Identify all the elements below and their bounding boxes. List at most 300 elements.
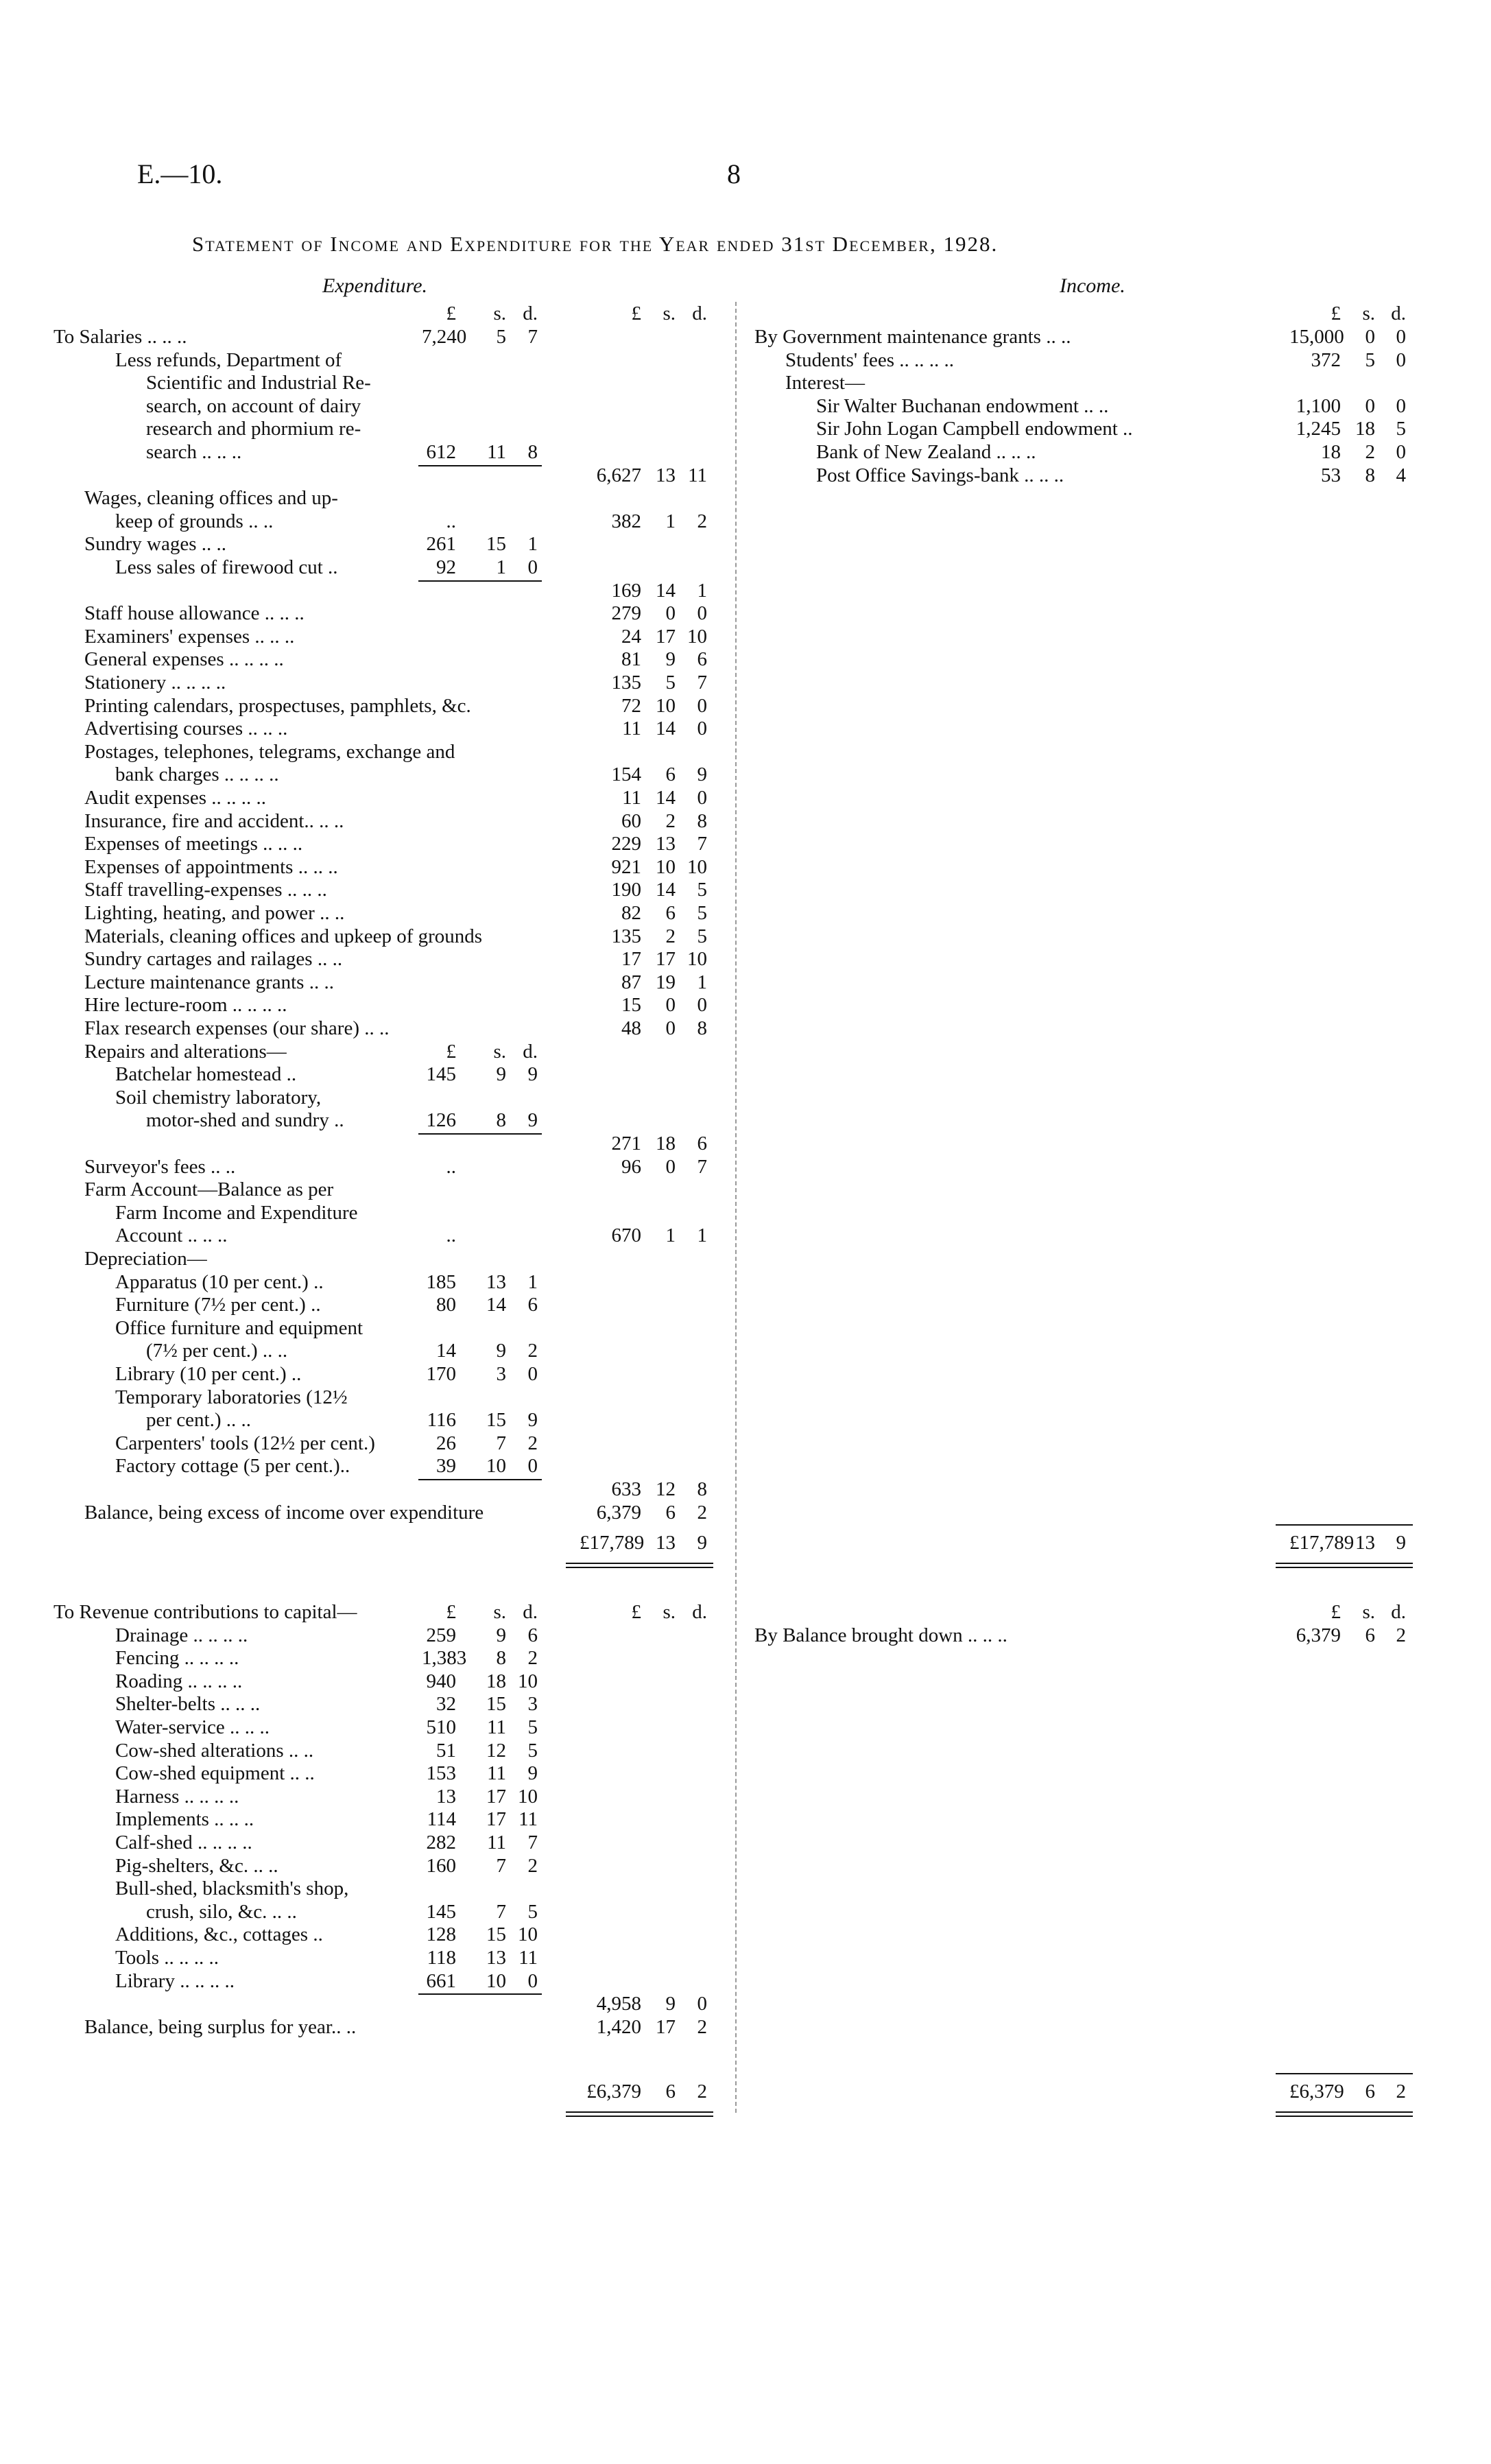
amount-shillings: 5 xyxy=(665,672,676,694)
expenditure-row xyxy=(0,1478,1491,1501)
row-label: Bank of New Zealand .. .. .. xyxy=(816,441,1036,463)
amount-shillings: 10 xyxy=(486,1969,506,1992)
expenditure-row xyxy=(0,1454,1491,1478)
expenditure-row xyxy=(0,763,1491,786)
amount-pounds: 87 xyxy=(621,971,641,993)
amount-pounds: 661 xyxy=(426,1969,456,1992)
total-pence: 2 xyxy=(697,2081,707,2102)
amount-pence: 8 xyxy=(697,809,707,832)
amount-pence: 1 xyxy=(697,579,707,602)
expenditure-row xyxy=(0,1316,1491,1340)
amount-pence: 9 xyxy=(527,1109,538,1132)
amount-pence: 8 xyxy=(527,441,538,463)
row-label: To Salaries .. .. .. xyxy=(53,326,187,348)
total-pounds: £6,379 xyxy=(586,2081,641,2102)
expenditure-row xyxy=(0,740,1491,763)
income-row xyxy=(0,371,1491,394)
amount-pounds: 160 xyxy=(426,1854,456,1877)
row-label: Sundry cartages and railages .. .. xyxy=(84,948,343,971)
amount-pounds: 670 xyxy=(611,1224,641,1247)
capital-row xyxy=(0,1785,1491,1808)
amount-pence: d. xyxy=(523,1601,538,1623)
row-label: By Government maintenance grants .. .. xyxy=(754,326,1071,348)
row-label: Furniture (7½ per cent.) .. xyxy=(115,1294,321,1316)
amount-shillings: 6 xyxy=(1365,1624,1375,1646)
amount-pence: 2 xyxy=(527,1854,538,1877)
row-label: Staff travelling-expenses .. .. .. xyxy=(84,879,327,901)
amount-pounds: 145 xyxy=(426,1063,456,1086)
row-label: Batchelar homestead .. xyxy=(115,1063,297,1086)
amount-pence: 0 xyxy=(1396,441,1406,463)
amount-shillings: 14 xyxy=(656,879,676,901)
amount-pounds: 1,420 xyxy=(596,2015,641,2038)
row-label: Sir Walter Buchanan endowment .. .. xyxy=(816,394,1109,417)
amount-pounds: .. xyxy=(446,1224,456,1247)
amount-pence: 8 xyxy=(697,1017,707,1039)
amount-pence: 10 xyxy=(687,625,707,648)
row-label: Carpenters' tools (12½ per cent.) xyxy=(115,1432,375,1454)
amount-shillings: 17 xyxy=(656,2015,676,2038)
amount-pence: 5 xyxy=(527,1900,538,1923)
amount-pounds: 72 xyxy=(621,694,641,717)
expenditure-row xyxy=(0,1201,1491,1224)
amount-pounds: 11 xyxy=(622,787,641,809)
amount-pence: 0 xyxy=(697,787,707,809)
amount-shillings: 13 xyxy=(486,1947,506,1969)
pence-head: d. xyxy=(1391,1601,1406,1623)
amount-pence: 1 xyxy=(697,971,707,993)
amount-pounds: 185 xyxy=(426,1270,456,1293)
amount-pence: 8 xyxy=(697,1478,707,1500)
amount-pence: 0 xyxy=(697,1993,707,2015)
expenditure-row xyxy=(0,1132,1491,1155)
amount-pence: 5 xyxy=(1396,418,1406,440)
row-label: Less sales of firewood cut .. xyxy=(115,556,338,578)
amount-pounds: 382 xyxy=(611,510,641,532)
expenditure-row xyxy=(0,532,1491,556)
amount-shillings: 5 xyxy=(1365,348,1375,371)
statement-title: Statement of Income and Expenditure for the Year ended 31st December, 1928. xyxy=(192,232,999,256)
row-label: Printing calendars, prospectuses, pamphlets, &c. xyxy=(84,694,471,717)
amount-pounds: 118 xyxy=(427,1947,456,1969)
amount-pounds: 18 xyxy=(1321,441,1341,463)
total-shillings: 13 xyxy=(1355,1532,1375,1554)
amount-pounds: 32 xyxy=(436,1693,456,1716)
capital-income-total-top-rule xyxy=(1276,2073,1413,2074)
amount-shillings: 0 xyxy=(665,994,676,1017)
amount-pounds: 6,379 xyxy=(596,1501,641,1524)
row-label: Library (10 per cent.) .. xyxy=(115,1363,302,1385)
row-label: Roading .. .. .. .. xyxy=(115,1670,243,1692)
amount-pounds: 190 xyxy=(611,879,641,901)
amount-pence: 10 xyxy=(687,855,707,878)
amount-pence: 0 xyxy=(697,602,707,625)
row-label: Balance, being surplus for year.. .. xyxy=(84,2015,357,2038)
amount-shillings: 18 xyxy=(486,1670,506,1692)
expenditure-row xyxy=(0,602,1491,625)
amount-shillings: 13 xyxy=(656,464,676,486)
total-pounds: £6,379 xyxy=(1289,2081,1344,2102)
expenditure-row xyxy=(0,925,1491,948)
amount-shillings: 2 xyxy=(665,925,676,947)
amount-shillings: 2 xyxy=(1365,441,1375,463)
row-label: Cow-shed equipment .. .. xyxy=(115,1762,315,1785)
capital-row xyxy=(0,1716,1491,1739)
expenditure-row xyxy=(0,1432,1491,1455)
amount-pence: 9 xyxy=(527,1762,538,1785)
amount-pounds: .. xyxy=(446,1155,456,1178)
shillings-head: s. xyxy=(1362,1601,1375,1623)
amount-shillings: 14 xyxy=(656,579,676,602)
amount-shillings: s. xyxy=(493,1040,506,1063)
row-label: Additions, &c., cottages .. xyxy=(115,1923,323,1946)
capital-row xyxy=(0,2015,1491,2039)
row-label: Harness .. .. .. .. xyxy=(115,1785,239,1808)
expenditure-row xyxy=(0,947,1491,971)
amount-shillings: 9 xyxy=(496,1624,506,1646)
amount-pounds: 229 xyxy=(611,833,641,855)
amount-shillings: 1 xyxy=(496,556,506,578)
capital-income-row xyxy=(0,1624,1491,1647)
amount-pence: 11 xyxy=(518,1808,538,1831)
expenditure-row xyxy=(0,694,1491,718)
amount-shillings: 0 xyxy=(1365,394,1375,417)
amount-pounds: 282 xyxy=(426,1832,456,1853)
expenditure-row xyxy=(0,1086,1491,1109)
capital-row xyxy=(0,1762,1491,1785)
capital-row xyxy=(0,1831,1491,1854)
amount-pence: 0 xyxy=(527,1363,538,1385)
amount-shillings: 6 xyxy=(665,902,676,924)
row-label: Wages, cleaning offices and up- xyxy=(84,487,338,510)
amount-pence: 0 xyxy=(1396,348,1406,371)
capital-income-total-rule xyxy=(1276,2111,1413,2117)
amount-pence: 5 xyxy=(527,1739,538,1762)
capital-row xyxy=(0,1992,1491,2015)
amount-pounds: 24 xyxy=(621,625,641,648)
amount-pence: 7 xyxy=(697,1155,707,1178)
amount-shillings: 18 xyxy=(1355,418,1375,440)
amount-shillings: 7 xyxy=(496,1432,506,1454)
amount-shillings: 8 xyxy=(496,1647,506,1670)
amount-shillings: 1 xyxy=(665,510,676,532)
row-label: Lighting, heating, and power .. .. xyxy=(84,902,345,924)
amount-shillings: 11 xyxy=(487,1832,506,1853)
amount-pence: 6 xyxy=(527,1624,538,1646)
amount-pence: 7 xyxy=(527,1832,538,1853)
amount-pounds: 39 xyxy=(436,1455,456,1478)
amount-shillings: 11 xyxy=(487,441,506,463)
row-label: Less refunds, Department of xyxy=(115,348,342,371)
amount-shillings: 15 xyxy=(486,1923,506,1946)
amount-pounds: 82 xyxy=(621,902,641,924)
amount-pence: 5 xyxy=(697,925,707,947)
amount-pence: 2 xyxy=(527,1432,538,1454)
amount-shillings: 17 xyxy=(486,1808,506,1831)
amount-shillings: 9 xyxy=(496,1063,506,1086)
expenditure-row xyxy=(0,1362,1491,1386)
total-pounds: £17,789 xyxy=(1289,1532,1355,1554)
expenditure-row xyxy=(0,579,1491,602)
expenditure-row xyxy=(0,648,1491,671)
amount-pence: 0 xyxy=(527,1969,538,1992)
expenditure-row xyxy=(0,878,1491,901)
amount-pounds: 15 xyxy=(621,994,641,1017)
amount-pence: d. xyxy=(523,1040,538,1063)
row-label: search .. .. .. xyxy=(146,441,242,463)
row-label: Cow-shed alterations .. .. xyxy=(115,1739,314,1762)
amount-pence: 10 xyxy=(687,948,707,971)
expenditure-row xyxy=(0,832,1491,855)
amount-pounds: 114 xyxy=(427,1808,456,1831)
amount-pence: 10 xyxy=(518,1670,538,1692)
amount-pence: 2 xyxy=(697,510,707,532)
amount-pence: 9 xyxy=(527,1409,538,1432)
currency-header-row xyxy=(0,302,1491,325)
pounds-head: £ xyxy=(1331,303,1341,324)
amount-shillings: 2 xyxy=(665,809,676,832)
row-label: Balance, being excess of income over expenditure xyxy=(84,1501,484,1524)
amount-shillings: 9 xyxy=(665,648,676,671)
amount-shillings: 17 xyxy=(486,1785,506,1808)
amount-pence: 1 xyxy=(527,533,538,556)
row-label: keep of grounds .. .. xyxy=(115,510,274,532)
expenditure-row xyxy=(0,1270,1491,1294)
row-label: Repairs and alterations— xyxy=(84,1040,287,1063)
amount-pence: 0 xyxy=(697,718,707,740)
amount-shillings: s. xyxy=(663,1601,676,1623)
amount-pounds: £ xyxy=(446,1040,456,1063)
amount-pence: 7 xyxy=(697,833,707,855)
amount-pence: 11 xyxy=(518,1947,538,1969)
amount-pence: 2 xyxy=(697,1501,707,1524)
expenditure-row xyxy=(0,625,1491,648)
amount-pounds: 940 xyxy=(426,1670,456,1692)
shillings-head: s. xyxy=(1362,303,1375,324)
row-label: Soil chemistry laboratory, xyxy=(115,1086,322,1109)
amount-pounds: 60 xyxy=(621,809,641,832)
amount-pounds: 612 xyxy=(426,441,456,463)
expenditure-row xyxy=(0,1155,1491,1178)
amount-pounds: 14 xyxy=(436,1340,456,1362)
total-shillings: 6 xyxy=(1365,2081,1375,2102)
row-label: Account .. .. .. xyxy=(115,1224,228,1247)
row-label: Students' fees .. .. .. .. xyxy=(785,348,955,371)
amount-shillings: 8 xyxy=(496,1109,506,1132)
expenditure-row xyxy=(0,671,1491,694)
expenditure-row xyxy=(0,1063,1491,1086)
row-label: Scientific and Industrial Re- xyxy=(146,372,371,394)
expenditure-row xyxy=(0,809,1491,833)
amount-shillings: 15 xyxy=(486,1693,506,1716)
amount-shillings: 1 xyxy=(665,1224,676,1247)
amount-shillings: 19 xyxy=(656,971,676,993)
pence-head: d. xyxy=(1391,303,1406,324)
capital-row xyxy=(0,1969,1491,1993)
amount-shillings: 9 xyxy=(496,1340,506,1362)
capital-row xyxy=(0,1739,1491,1762)
expenditure-row xyxy=(0,1501,1491,1524)
amount-shillings: 3 xyxy=(496,1363,506,1385)
amount-pounds: 261 xyxy=(426,533,456,556)
shillings-head: s. xyxy=(663,303,676,324)
amount-pounds: 510 xyxy=(426,1716,456,1738)
amount-shillings: 15 xyxy=(486,533,506,556)
amount-pounds: 259 xyxy=(426,1624,456,1646)
expenditure-total-rule xyxy=(566,1563,713,1568)
amount-shillings: 12 xyxy=(656,1478,676,1500)
row-label: Stationery .. .. .. .. xyxy=(84,672,226,694)
row-label: Office furniture and equipment xyxy=(115,1316,363,1339)
amount-shillings: 14 xyxy=(656,718,676,740)
expenditure-row xyxy=(0,556,1491,579)
pounds-head: £ xyxy=(1331,1601,1341,1623)
amount-pounds: 633 xyxy=(611,1478,641,1500)
amount-shillings: 17 xyxy=(656,625,676,648)
amount-pence: 5 xyxy=(527,1716,538,1738)
amount-shillings: 0 xyxy=(665,602,676,625)
row-label: Flax research expenses (our share) .. .. xyxy=(84,1017,390,1039)
amount-pence: 2 xyxy=(527,1647,538,1670)
amount-pence: 2 xyxy=(1396,1624,1406,1646)
total-shillings: 6 xyxy=(665,2081,676,2102)
amount-shillings: 5 xyxy=(496,326,506,348)
amount-pounds: 11 xyxy=(622,718,641,740)
expenditure-row xyxy=(0,971,1491,994)
amount-pounds: 7,240 xyxy=(422,326,467,348)
row-label: Farm Income and Expenditure xyxy=(115,1201,358,1224)
capital-row xyxy=(0,1946,1491,1969)
expenditure-row xyxy=(0,1109,1491,1132)
pounds-head: £ xyxy=(631,303,641,324)
amount-pence: 9 xyxy=(527,1063,538,1086)
income-row xyxy=(0,325,1491,348)
income-total-rule xyxy=(1276,1563,1413,1568)
amount-pounds: 1,383 xyxy=(422,1647,467,1670)
amount-pounds: £ xyxy=(446,1601,456,1623)
expenditure-row xyxy=(0,717,1491,740)
income-row xyxy=(0,440,1491,464)
amount-pounds: 6,379 xyxy=(1296,1624,1341,1646)
row-label: Drainage .. .. .. .. xyxy=(115,1624,248,1646)
row-label: (7½ per cent.) .. .. xyxy=(146,1340,288,1362)
row-label: Temporary laboratories (12½ xyxy=(115,1386,348,1408)
document-reference: E.—10. xyxy=(137,158,223,189)
row-label: General expenses .. .. .. .. xyxy=(84,648,284,671)
expenditure-heading: Expenditure. xyxy=(322,274,428,297)
amount-pounds: 169 xyxy=(611,579,641,602)
row-label: Audit expenses .. .. .. .. xyxy=(84,787,266,809)
amount-shillings: 7 xyxy=(496,1854,506,1877)
pence-head: d. xyxy=(692,303,707,324)
amount-shillings: 10 xyxy=(486,1455,506,1478)
row-label: Calf-shed .. .. .. .. xyxy=(115,1832,252,1853)
amount-shillings: 14 xyxy=(656,787,676,809)
amount-shillings: 11 xyxy=(487,1762,506,1785)
row-label: Bull-shed, blacksmith's shop, xyxy=(115,1877,349,1900)
amount-pounds: £ xyxy=(631,1601,641,1623)
amount-pence: 3 xyxy=(527,1693,538,1716)
amount-shillings: 9 xyxy=(665,1993,676,2015)
amount-pounds: 145 xyxy=(426,1900,456,1923)
amount-shillings: 14 xyxy=(486,1294,506,1316)
row-label: Tools .. .. .. .. xyxy=(115,1947,219,1969)
capital-row xyxy=(0,1808,1491,1831)
row-label: Materials, cleaning offices and upkeep of grounds xyxy=(84,925,483,947)
capital-income-currency-heads xyxy=(0,1600,1491,1624)
amount-shillings: 18 xyxy=(656,1133,676,1154)
row-label: Factory cottage (5 per cent.).. xyxy=(115,1455,350,1478)
amount-pounds: 279 xyxy=(611,602,641,625)
amount-shillings: 0 xyxy=(1365,326,1375,348)
row-label: Depreciation— xyxy=(84,1248,207,1270)
amount-pounds: 116 xyxy=(427,1409,456,1432)
row-label: Implements .. .. .. xyxy=(115,1808,254,1831)
row-label: Post Office Savings-bank .. .. .. xyxy=(816,464,1064,486)
income-row xyxy=(0,394,1491,418)
amount-pounds: 6,627 xyxy=(596,464,641,486)
shillings-head: s. xyxy=(493,303,506,324)
amount-pounds: 135 xyxy=(611,925,641,947)
row-label: Sundry wages .. .. xyxy=(84,533,227,556)
amount-shillings: 10 xyxy=(656,855,676,878)
row-label: Apparatus (10 per cent.) .. xyxy=(115,1270,324,1293)
amount-pounds: 51 xyxy=(436,1739,456,1762)
row-label: Postages, telephones, telegrams, exchange and xyxy=(84,740,455,763)
amount-pence: 7 xyxy=(697,672,707,694)
row-label: Water-service .. .. .. xyxy=(115,1716,270,1738)
amount-shillings: 11 xyxy=(487,1716,506,1738)
row-label: Fencing .. .. .. .. xyxy=(115,1647,239,1670)
row-label: bank charges .. .. .. .. xyxy=(115,763,279,786)
amount-pence: 1 xyxy=(697,1224,707,1247)
amount-pounds: 13 xyxy=(436,1785,456,1808)
amount-pence: 6 xyxy=(527,1294,538,1316)
expenditure-row xyxy=(0,1178,1491,1201)
amount-pounds: 92 xyxy=(436,556,456,578)
row-label: Pig-shelters, &c. .. .. xyxy=(115,1854,278,1877)
capital-row xyxy=(0,1923,1491,1946)
amount-pounds: 53 xyxy=(1321,464,1341,486)
amount-pounds: 135 xyxy=(611,672,641,694)
row-label: Expenses of appointments .. .. .. xyxy=(84,855,338,878)
amount-shillings: 6 xyxy=(665,1501,676,1524)
amount-shillings: 7 xyxy=(496,1900,506,1923)
expenditure-row xyxy=(0,786,1491,809)
amount-pence: 9 xyxy=(697,763,707,786)
amount-shillings: 10 xyxy=(656,694,676,717)
amount-pounds: 154 xyxy=(611,763,641,786)
row-label: Surveyor's fees .. .. xyxy=(84,1155,236,1178)
amount-pence: 6 xyxy=(697,1133,707,1154)
total-pence: 9 xyxy=(697,1532,707,1554)
row-label: To Revenue contributions to capital— xyxy=(53,1601,357,1623)
amount-pounds: 153 xyxy=(426,1762,456,1785)
amount-pounds: 921 xyxy=(611,855,641,878)
amount-pence: 5 xyxy=(697,879,707,901)
expenditure-row xyxy=(0,1247,1491,1270)
amount-shillings: 13 xyxy=(656,833,676,855)
row-label: Staff house allowance .. .. .. xyxy=(84,602,305,625)
amount-shillings: 6 xyxy=(665,763,676,786)
amount-pence: 6 xyxy=(697,648,707,671)
amount-pence: 1 xyxy=(527,1270,538,1293)
expenditure-row xyxy=(0,1040,1491,1063)
amount-pounds: 48 xyxy=(621,1017,641,1039)
expenditure-row xyxy=(0,1017,1491,1040)
amount-shillings: s. xyxy=(493,1601,506,1623)
row-label: Library .. .. .. .. xyxy=(115,1969,235,1992)
